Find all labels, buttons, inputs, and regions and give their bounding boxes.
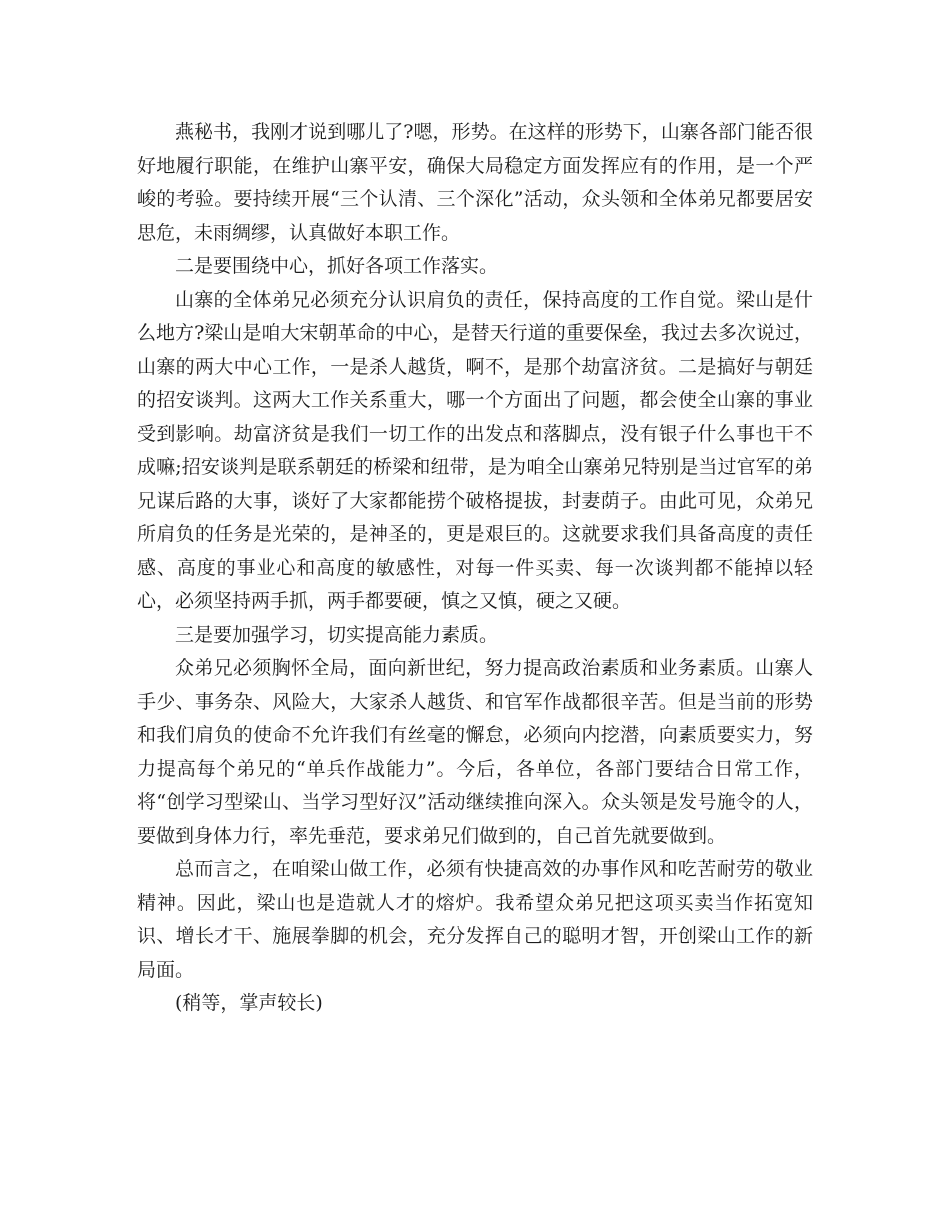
paragraph-situation: 燕秘书，我刚才说到哪儿了?嗯，形势。在这样的形势下，山寨各部门能否很好地履行职能，在维护山寨平安，确保大局稳定方面发挥应有的作用，是一个严峻的考验。要持续开展“三个认清、三个深化”活动，众头领和全体弟兄都要居安思危，未雨绸缪，认真做好本职工作。: [137, 121, 813, 244]
paragraph-learning: 众弟兄必须胸怀全局，面向新世纪，努力提高政治素质和业务素质。山寨人手少、事务杂、风险大，大家杀人越货、和官军作战都很辛苦。但是当前的形势和我们肩负的使命不允许我们有丝毫的懈怠，必须向内挖潜，向素质要实力，努力提高每个弟兄的“单兵作战能力”。今后，各单位，各部门要结合日常工作，将“创学习型梁山、当学习型好汉”活动继续推向深入。众头领是发号施令的人，要做到身体力行，率先垂范，要求弟兄们做到的，自己首先就要做到。: [137, 657, 813, 847]
document-body: [137, 116, 813, 1021]
paragraph-responsibility: 山寨的全体弟兄必须充分认识肩负的责任，保持高度的工作自觉。梁山是什么地方?梁山是咱大宋朝革命的中心，是替天行道的重要保垒，我过去多次说过，山寨的两大中心工作，一是杀人越货，啊不，是那个劫富济贫。二是搞好与朝廷的招安谈判。这两大工作关系重大，哪一个方面出了问题，都会使全山寨的事业受到影响。劫富济贫是我们一切工作的出发点和落脚点，没有银子什么事也干不成嘛;招安谈判是联系朝廷的桥梁和纽带，是为咱全山寨弟兄特别是当过官军的弟兄谋后路的大事，谈好了大家都能捞个破格提拔，封妻荫子。由此可见，众弟兄所肩负的任务是光荣的，是神圣的，更是艰巨的。这就要求我们具备高度的责任感、高度的事业心和高度的敏感性，对每一件买卖、每一次谈判都不能掉以轻心，必须坚持两手抓，两手都要硬，慎之又慎，硬之又硬。: [137, 288, 813, 612]
paragraph-stage-note: (稍等，掌声较长): [175, 992, 323, 1014]
paragraph-heading-two: 二是要围绕中心，抓好各项工作落实。: [175, 255, 499, 277]
paragraph-conclusion: 总而言之，在咱梁山做工作，必须有快捷高效的办事作风和吃苦耐劳的敬业精神。因此，梁山也是造就人才的熔炉。我希望众弟兄把这项买卖当作拓宽知识、增长才干、施展拳脚的机会，充分发挥自己的聪明才智，开创梁山工作的新局面。: [137, 858, 813, 981]
paragraph-heading-three: 三是要加强学习，切实提高能力素质。: [175, 623, 499, 646]
